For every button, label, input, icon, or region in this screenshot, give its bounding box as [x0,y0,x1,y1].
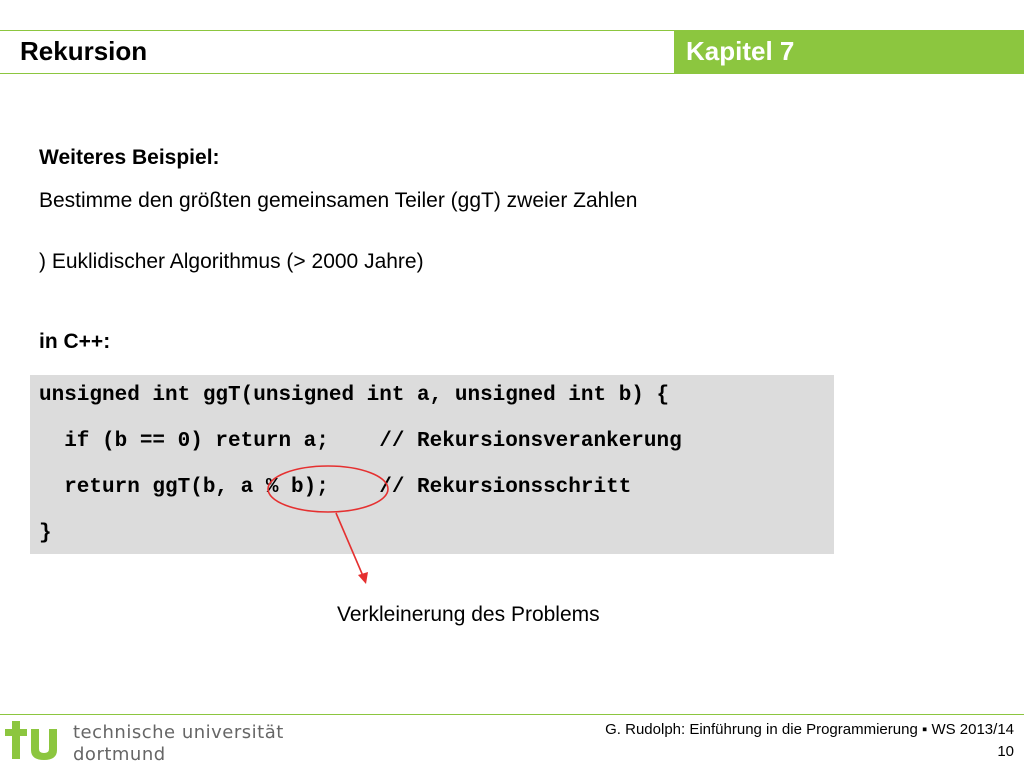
university-name-line1: technische universität [73,722,284,743]
annotation-label: Verkleinerung des Problems [337,603,600,626]
code-line: } [39,522,52,545]
slide-title: Rekursion [20,36,148,66]
algorithm-note: ) Euklidischer Algorithmus (> 2000 Jahre) [39,250,424,273]
task-description: Bestimme den größten gemeinsamen Teiler (ggT) zweier Zahlen [39,189,638,212]
chapter-label: Kapitel 7 [686,36,795,66]
cpp-heading: in C++: [39,330,111,353]
subheading: Weiteres Beispiel: [39,146,220,169]
code-line: unsigned int ggT(unsigned int a, unsigned int b) { [39,384,670,407]
university-name-line2: dortmund [73,744,166,765]
code-line: return ggT(b, a % b); // Rekursionsschritt [39,476,632,499]
code-line: if (b == 0) return a; // Rekursionsverankerung [39,430,682,453]
page-number: 10 [997,743,1014,760]
footer-credit: G. Rudolph: Einführung in die Programmierung ▪ WS 2013/14 [605,721,1014,738]
arrow-head [358,572,368,584]
code-block [30,375,834,554]
chapter-badge [674,30,1024,74]
university-name [73,722,284,766]
tu-logo-icon [5,719,69,768]
footer-rule [0,714,1024,715]
